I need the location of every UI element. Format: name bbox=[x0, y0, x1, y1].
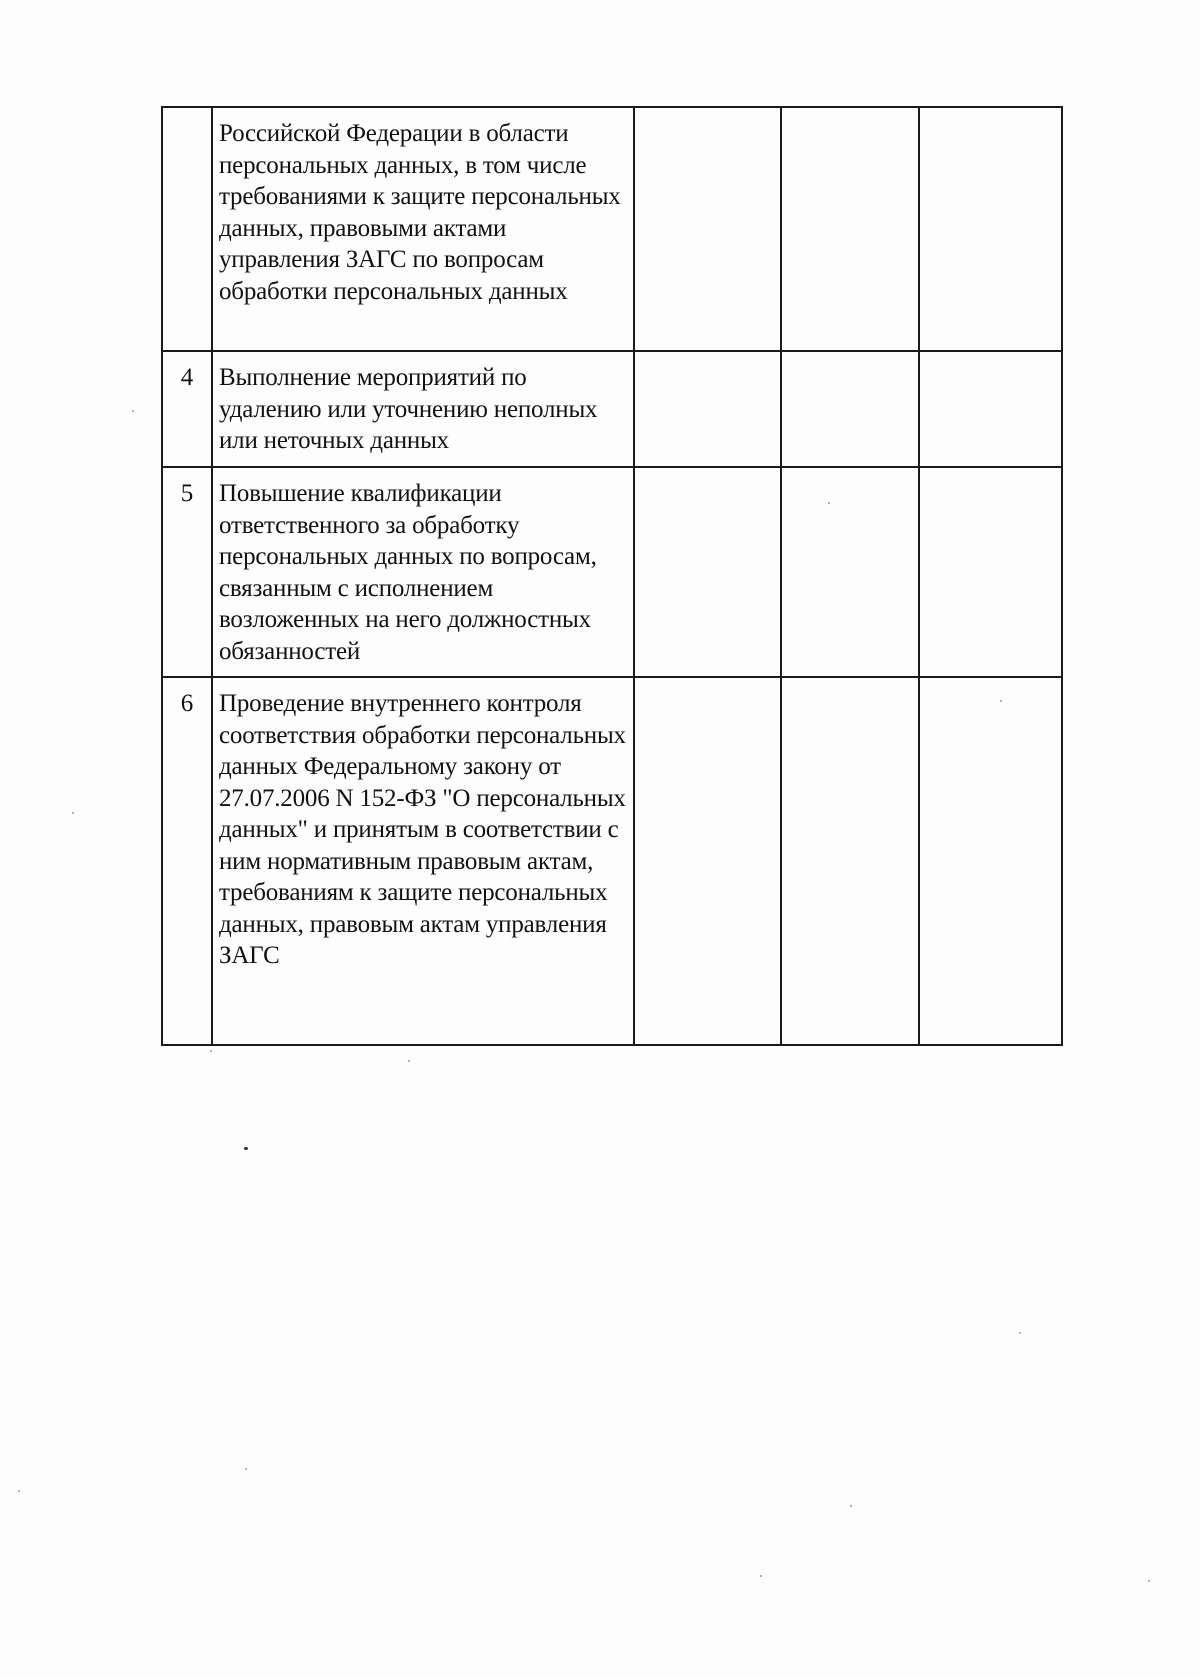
table-row bbox=[162, 677, 1062, 1045]
scan-speck bbox=[18, 1490, 20, 1492]
scan-speck bbox=[245, 1468, 247, 1470]
empty-cell bbox=[634, 467, 781, 677]
empty-cell bbox=[781, 107, 919, 351]
scan-speck bbox=[210, 1050, 212, 1052]
empty-cell bbox=[919, 107, 1062, 351]
empty-cell bbox=[781, 467, 919, 677]
scan-speck bbox=[1000, 700, 1002, 702]
scan-speck bbox=[408, 1060, 410, 1062]
empty-cell bbox=[919, 677, 1062, 1045]
empty-cell bbox=[919, 351, 1062, 467]
scan-speck bbox=[828, 502, 830, 504]
row-number bbox=[162, 107, 212, 351]
scan-speck bbox=[1148, 1580, 1150, 1582]
scan-speck bbox=[72, 812, 74, 814]
measures-table bbox=[161, 106, 1063, 1046]
row-text: Проведение внутреннего контроля соответствия обработки персональных данных Федеральному закону от 27.07.2006 N 152-ФЗ "О персональных данных" и принятым в соответствии с ним нормативным правовым актам, требованиям к защите персональных данных, правовым актам управления ЗАГС bbox=[212, 677, 634, 1045]
table-row bbox=[162, 351, 1062, 467]
table-row bbox=[162, 107, 1062, 351]
scan-speck bbox=[850, 1505, 852, 1507]
scan-speck bbox=[132, 410, 134, 412]
row-number: 5 bbox=[162, 467, 212, 677]
scan-speck bbox=[760, 1575, 762, 1577]
empty-cell bbox=[634, 107, 781, 351]
scan-speck bbox=[244, 1147, 248, 1150]
empty-cell bbox=[634, 677, 781, 1045]
scan-speck bbox=[1019, 1332, 1021, 1334]
empty-cell bbox=[781, 677, 919, 1045]
row-text: Выполнение мероприятий по удалению или уточнению неполных или неточных данных bbox=[212, 351, 634, 467]
empty-cell bbox=[634, 351, 781, 467]
row-number: 4 bbox=[162, 351, 212, 467]
row-text: Повышение квалификации ответственного за обработку персональных данных по вопросам, связанным с исполнением возложенных на него должностных обязанностей bbox=[212, 467, 634, 677]
empty-cell bbox=[919, 467, 1062, 677]
row-number: 6 bbox=[162, 677, 212, 1045]
row-text: Российской Федерации в области персональных данных, в том числе требованиями к защите персональных данных, правовыми актами управления ЗАГС по вопросам обработки персональных данных bbox=[212, 107, 634, 351]
empty-cell bbox=[781, 351, 919, 467]
table-row bbox=[162, 467, 1062, 677]
